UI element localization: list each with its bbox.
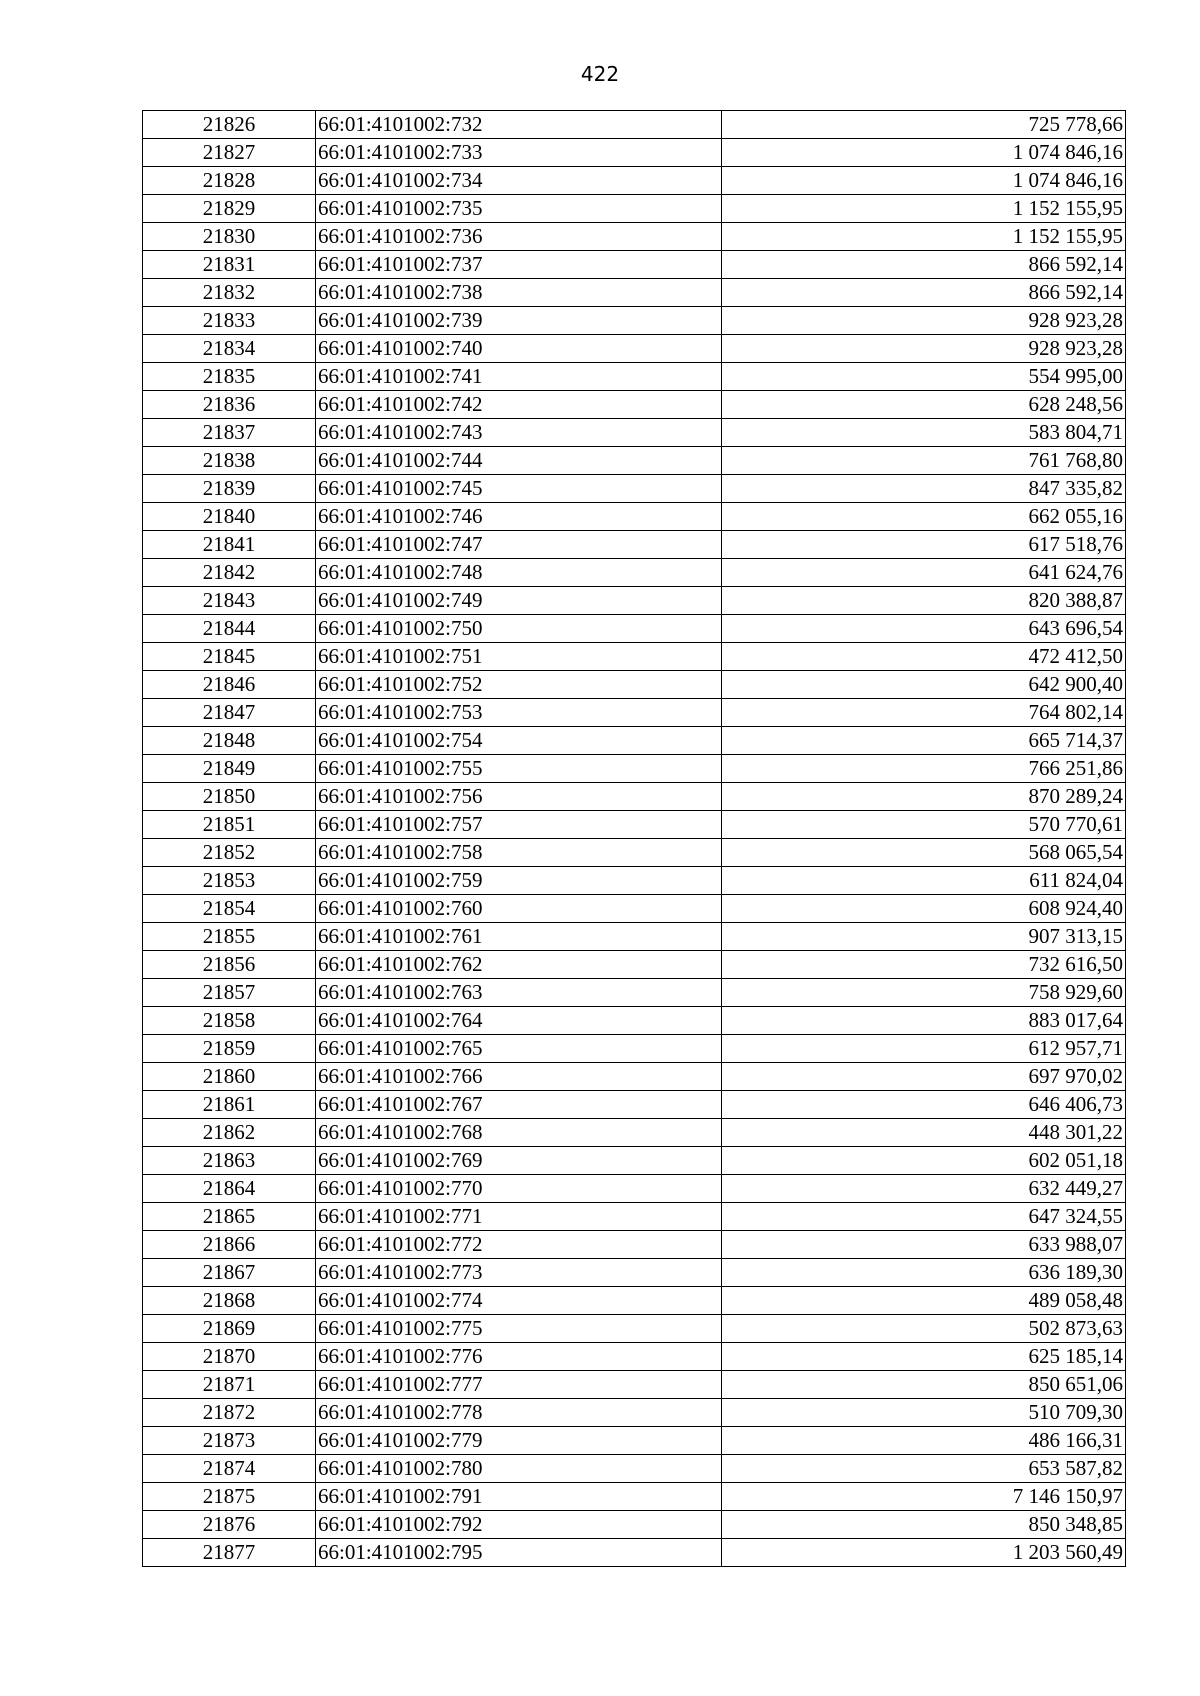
table-row (143, 1455, 1126, 1483)
table-row (143, 839, 1126, 867)
row-number-cell: 21837 (143, 419, 316, 447)
cadastral-number-cell: 66:01:4101002:737 (316, 251, 722, 279)
cadastral-value-cell: 866 592,14 (722, 279, 1126, 307)
row-number-cell: 21839 (143, 475, 316, 503)
cadastral-value-cell: 870 289,24 (722, 783, 1126, 811)
row-number-cell: 21877 (143, 1539, 316, 1567)
table-row (143, 167, 1126, 195)
cadastral-number-cell: 66:01:4101002:771 (316, 1203, 722, 1231)
cadastral-number-cell: 66:01:4101002:770 (316, 1175, 722, 1203)
cadastral-value-cell: 632 449,27 (722, 1175, 1126, 1203)
cadastral-value-cell: 636 189,30 (722, 1259, 1126, 1287)
table-row (143, 1259, 1126, 1287)
row-number-cell: 21834 (143, 335, 316, 363)
table-row (143, 1399, 1126, 1427)
row-number-cell: 21827 (143, 139, 316, 167)
row-number-cell: 21850 (143, 783, 316, 811)
table-row (143, 1343, 1126, 1371)
row-number-cell: 21840 (143, 503, 316, 531)
row-number-cell: 21872 (143, 1399, 316, 1427)
cadastral-number-cell: 66:01:4101002:742 (316, 391, 722, 419)
cadastral-value-table (142, 110, 1126, 1567)
row-number-cell: 21854 (143, 895, 316, 923)
cadastral-value-cell: 554 995,00 (722, 363, 1126, 391)
cadastral-number-cell: 66:01:4101002:747 (316, 531, 722, 559)
cadastral-value-cell: 1 152 155,95 (722, 223, 1126, 251)
row-number-cell: 21871 (143, 1371, 316, 1399)
row-number-cell: 21855 (143, 923, 316, 951)
cadastral-number-cell: 66:01:4101002:744 (316, 447, 722, 475)
cadastral-number-cell: 66:01:4101002:774 (316, 1287, 722, 1315)
cadastral-number-cell: 66:01:4101002:795 (316, 1539, 722, 1567)
row-number-cell: 21826 (143, 111, 316, 139)
cadastral-number-cell: 66:01:4101002:778 (316, 1399, 722, 1427)
row-number-cell: 21838 (143, 447, 316, 475)
table-row (143, 1091, 1126, 1119)
cadastral-value-cell: 611 824,04 (722, 867, 1126, 895)
cadastral-number-cell: 66:01:4101002:745 (316, 475, 722, 503)
table-row (143, 1035, 1126, 1063)
cadastral-value-cell: 725 778,66 (722, 111, 1126, 139)
cadastral-value-cell: 643 696,54 (722, 615, 1126, 643)
row-number-cell: 21831 (143, 251, 316, 279)
cadastral-value-cell: 820 388,87 (722, 587, 1126, 615)
table-row (143, 783, 1126, 811)
cadastral-number-cell: 66:01:4101002:746 (316, 503, 722, 531)
table-row (143, 251, 1126, 279)
cadastral-value-cell: 570 770,61 (722, 811, 1126, 839)
table-row (143, 1511, 1126, 1539)
cadastral-value-cell: 625 185,14 (722, 1343, 1126, 1371)
cadastral-value-cell: 647 324,55 (722, 1203, 1126, 1231)
cadastral-number-cell: 66:01:4101002:743 (316, 419, 722, 447)
row-number-cell: 21876 (143, 1511, 316, 1539)
cadastral-value-cell: 662 055,16 (722, 503, 1126, 531)
cadastral-value-cell: 486 166,31 (722, 1427, 1126, 1455)
cadastral-number-cell: 66:01:4101002:761 (316, 923, 722, 951)
cadastral-value-cell: 510 709,30 (722, 1399, 1126, 1427)
table-row (143, 531, 1126, 559)
table-row (143, 1203, 1126, 1231)
cadastral-value-cell: 583 804,71 (722, 419, 1126, 447)
table-row (143, 1539, 1126, 1567)
row-number-cell: 21841 (143, 531, 316, 559)
cadastral-number-cell: 66:01:4101002:738 (316, 279, 722, 307)
row-number-cell: 21845 (143, 643, 316, 671)
table-row (143, 1175, 1126, 1203)
cadastral-value-cell: 732 616,50 (722, 951, 1126, 979)
cadastral-value-cell: 866 592,14 (722, 251, 1126, 279)
table-row (143, 671, 1126, 699)
table-row (143, 615, 1126, 643)
cadastral-number-cell: 66:01:4101002:776 (316, 1343, 722, 1371)
table-row (143, 979, 1126, 1007)
cadastral-number-cell: 66:01:4101002:779 (316, 1427, 722, 1455)
table-row (143, 1427, 1126, 1455)
row-number-cell: 21857 (143, 979, 316, 1007)
cadastral-value-cell: 764 802,14 (722, 699, 1126, 727)
cadastral-value-cell: 850 651,06 (722, 1371, 1126, 1399)
row-number-cell: 21856 (143, 951, 316, 979)
row-number-cell: 21835 (143, 363, 316, 391)
cadastral-value-cell: 653 587,82 (722, 1455, 1126, 1483)
row-number-cell: 21851 (143, 811, 316, 839)
cadastral-value-cell: 766 251,86 (722, 755, 1126, 783)
cadastral-value-cell: 642 900,40 (722, 671, 1126, 699)
cadastral-value-cell: 697 970,02 (722, 1063, 1126, 1091)
table-row (143, 867, 1126, 895)
cadastral-number-cell: 66:01:4101002:736 (316, 223, 722, 251)
table-row (143, 1315, 1126, 1343)
cadastral-value-cell: 665 714,37 (722, 727, 1126, 755)
cadastral-value-cell: 758 929,60 (722, 979, 1126, 1007)
cadastral-value-cell: 1 074 846,16 (722, 139, 1126, 167)
table-row (143, 223, 1126, 251)
table-row (143, 139, 1126, 167)
row-number-cell: 21867 (143, 1259, 316, 1287)
cadastral-number-cell: 66:01:4101002:763 (316, 979, 722, 1007)
cadastral-value-cell: 883 017,64 (722, 1007, 1126, 1035)
row-number-cell: 21870 (143, 1343, 316, 1371)
cadastral-value-cell: 847 335,82 (722, 475, 1126, 503)
table-row (143, 447, 1126, 475)
cadastral-value-cell: 850 348,85 (722, 1511, 1126, 1539)
cadastral-value-cell: 641 624,76 (722, 559, 1126, 587)
table-row (143, 699, 1126, 727)
row-number-cell: 21847 (143, 699, 316, 727)
cadastral-value-cell: 448 301,22 (722, 1119, 1126, 1147)
cadastral-number-cell: 66:01:4101002:741 (316, 363, 722, 391)
cadastral-value-cell: 646 406,73 (722, 1091, 1126, 1119)
cadastral-number-cell: 66:01:4101002:748 (316, 559, 722, 587)
cadastral-number-cell: 66:01:4101002:767 (316, 1091, 722, 1119)
cadastral-number-cell: 66:01:4101002:751 (316, 643, 722, 671)
table-row (143, 755, 1126, 783)
cadastral-value-cell: 489 058,48 (722, 1287, 1126, 1315)
cadastral-number-cell: 66:01:4101002:775 (316, 1315, 722, 1343)
row-number-cell: 21830 (143, 223, 316, 251)
cadastral-value-cell: 602 051,18 (722, 1147, 1126, 1175)
cadastral-value-cell: 907 313,15 (722, 923, 1126, 951)
row-number-cell: 21852 (143, 839, 316, 867)
row-number-cell: 21848 (143, 727, 316, 755)
row-number-cell: 21829 (143, 195, 316, 223)
cadastral-value-cell: 1 203 560,49 (722, 1539, 1126, 1567)
table-row (143, 951, 1126, 979)
cadastral-number-cell: 66:01:4101002:755 (316, 755, 722, 783)
cadastral-value-cell: 1 152 155,95 (722, 195, 1126, 223)
table-row (143, 475, 1126, 503)
table-row (143, 1483, 1126, 1511)
table-row (143, 279, 1126, 307)
table-row (143, 111, 1126, 139)
row-number-cell: 21862 (143, 1119, 316, 1147)
cadastral-number-cell: 66:01:4101002:740 (316, 335, 722, 363)
row-number-cell: 21868 (143, 1287, 316, 1315)
cadastral-number-cell: 66:01:4101002:769 (316, 1147, 722, 1175)
cadastral-number-cell: 66:01:4101002:760 (316, 895, 722, 923)
row-number-cell: 21865 (143, 1203, 316, 1231)
cadastral-number-cell: 66:01:4101002:735 (316, 195, 722, 223)
table-row (143, 1119, 1126, 1147)
table-row (143, 307, 1126, 335)
cadastral-number-cell: 66:01:4101002:758 (316, 839, 722, 867)
table-row (143, 419, 1126, 447)
cadastral-value-cell: 633 988,07 (722, 1231, 1126, 1259)
row-number-cell: 21833 (143, 307, 316, 335)
row-number-cell: 21842 (143, 559, 316, 587)
table-row (143, 1231, 1126, 1259)
table-row (143, 587, 1126, 615)
cadastral-number-cell: 66:01:4101002:765 (316, 1035, 722, 1063)
table-row (143, 1063, 1126, 1091)
row-number-cell: 21858 (143, 1007, 316, 1035)
row-number-cell: 21861 (143, 1091, 316, 1119)
cadastral-value-cell: 568 065,54 (722, 839, 1126, 867)
row-number-cell: 21843 (143, 587, 316, 615)
cadastral-number-cell: 66:01:4101002:757 (316, 811, 722, 839)
row-number-cell: 21849 (143, 755, 316, 783)
row-number-cell: 21853 (143, 867, 316, 895)
cadastral-value-cell: 928 923,28 (722, 307, 1126, 335)
cadastral-value-cell: 608 924,40 (722, 895, 1126, 923)
cadastral-number-cell: 66:01:4101002:756 (316, 783, 722, 811)
cadastral-number-cell: 66:01:4101002:739 (316, 307, 722, 335)
cadastral-value-cell: 761 768,80 (722, 447, 1126, 475)
cadastral-number-cell: 66:01:4101002:772 (316, 1231, 722, 1259)
cadastral-value-cell: 612 957,71 (722, 1035, 1126, 1063)
cadastral-value-cell: 472 412,50 (722, 643, 1126, 671)
cadastral-value-cell: 928 923,28 (722, 335, 1126, 363)
table-row (143, 195, 1126, 223)
table-row (143, 363, 1126, 391)
cadastral-number-cell: 66:01:4101002:777 (316, 1371, 722, 1399)
table-row (143, 643, 1126, 671)
cadastral-number-cell: 66:01:4101002:752 (316, 671, 722, 699)
row-number-cell: 21875 (143, 1483, 316, 1511)
cadastral-number-cell: 66:01:4101002:749 (316, 587, 722, 615)
cadastral-number-cell: 66:01:4101002:750 (316, 615, 722, 643)
row-number-cell: 21859 (143, 1035, 316, 1063)
cadastral-value-cell: 1 074 846,16 (722, 167, 1126, 195)
cadastral-value-cell: 7 146 150,97 (722, 1483, 1126, 1511)
cadastral-value-cell: 502 873,63 (722, 1315, 1126, 1343)
cadastral-number-cell: 66:01:4101002:734 (316, 167, 722, 195)
row-number-cell: 21863 (143, 1147, 316, 1175)
table-row (143, 727, 1126, 755)
cadastral-number-cell: 66:01:4101002:762 (316, 951, 722, 979)
cadastral-number-cell: 66:01:4101002:733 (316, 139, 722, 167)
table-row (143, 923, 1126, 951)
cadastral-number-cell: 66:01:4101002:766 (316, 1063, 722, 1091)
table-row (143, 1371, 1126, 1399)
row-number-cell: 21874 (143, 1455, 316, 1483)
cadastral-value-cell: 617 518,76 (722, 531, 1126, 559)
table-row (143, 895, 1126, 923)
cadastral-number-cell: 66:01:4101002:773 (316, 1259, 722, 1287)
cadastral-number-cell: 66:01:4101002:780 (316, 1455, 722, 1483)
row-number-cell: 21846 (143, 671, 316, 699)
table-body (143, 111, 1126, 1567)
row-number-cell: 21828 (143, 167, 316, 195)
cadastral-value-cell: 628 248,56 (722, 391, 1126, 419)
row-number-cell: 21860 (143, 1063, 316, 1091)
row-number-cell: 21864 (143, 1175, 316, 1203)
row-number-cell: 21836 (143, 391, 316, 419)
row-number-cell: 21869 (143, 1315, 316, 1343)
table-row (143, 391, 1126, 419)
row-number-cell: 21866 (143, 1231, 316, 1259)
cadastral-number-cell: 66:01:4101002:732 (316, 111, 722, 139)
cadastral-number-cell: 66:01:4101002:792 (316, 1511, 722, 1539)
row-number-cell: 21844 (143, 615, 316, 643)
cadastral-number-cell: 66:01:4101002:764 (316, 1007, 722, 1035)
table-row (143, 559, 1126, 587)
table-row (143, 1287, 1126, 1315)
cadastral-number-cell: 66:01:4101002:753 (316, 699, 722, 727)
row-number-cell: 21832 (143, 279, 316, 307)
table-row (143, 503, 1126, 531)
table-row (143, 1007, 1126, 1035)
cadastral-number-cell: 66:01:4101002:791 (316, 1483, 722, 1511)
row-number-cell: 21873 (143, 1427, 316, 1455)
table-row (143, 335, 1126, 363)
cadastral-number-cell: 66:01:4101002:754 (316, 727, 722, 755)
page-number: 422 (580, 62, 620, 86)
cadastral-number-cell: 66:01:4101002:768 (316, 1119, 722, 1147)
table-row (143, 811, 1126, 839)
table-row (143, 1147, 1126, 1175)
cadastral-number-cell: 66:01:4101002:759 (316, 867, 722, 895)
